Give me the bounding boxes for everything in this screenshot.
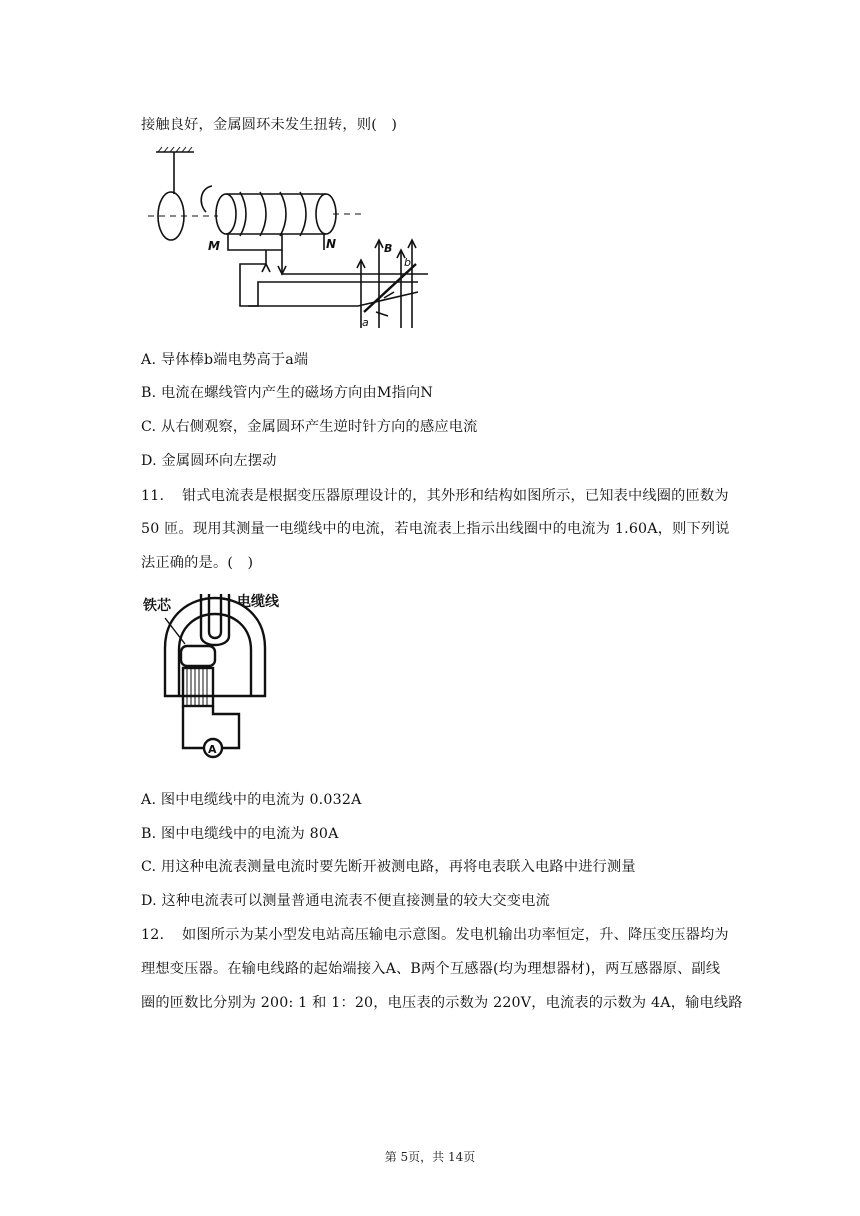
q12-number: 12.	[141, 927, 165, 943]
q11-figure	[143, 588, 285, 768]
label-M: M	[208, 239, 220, 253]
q12-stem-line-2: 理想变压器。在输电线路的起始端接入A、B两个互感器(均为理想器材)，两互感器原、副线	[141, 961, 721, 977]
q10-option-d: D. 金属圆环向左摆动	[141, 453, 277, 469]
q10-option-a: A. 导体棒b端电势高于a端	[141, 352, 309, 368]
q12-stem-line-1: 12. 如图所示为某小型发电站高压输电示意图。发电机输出功率恒定，升、降压变压器均为	[141, 927, 729, 943]
ammeter-symbol: A	[208, 743, 217, 756]
q11-number: 11.	[141, 488, 165, 504]
q11-option-a: A. 图中电缆线中的电流为 0.032A	[141, 792, 362, 808]
label-N: N	[326, 237, 337, 251]
label-b: b	[404, 256, 411, 269]
q10-figure	[148, 146, 440, 332]
q12-stem-line-3: 圈的匝数比分别为 200: 1 和 1：20，电压表的示数为 220V，电流表的示数为 4A，输电线路	[141, 995, 743, 1011]
q11-stem-line-2: 50 匝。现用其测量一电缆线中的电流，若电流表上指示出线圈中的电流为 1.60A，则下列说	[141, 521, 730, 537]
q11-option-b: B. 图中电缆线中的电流为 80A	[141, 826, 339, 842]
q11-option-c: C. 用这种电流表测量电流时要先断开被测电路，再将电表联入电路中进行测量	[141, 859, 636, 875]
label-a: a	[362, 316, 369, 329]
q10-option-c: C. 从右侧观察，金属圆环产生逆时针方向的感应电流	[141, 419, 478, 435]
label-cable: 电缆线	[237, 594, 279, 610]
label-B: B	[384, 242, 393, 255]
q11-stem-line-1: 11. 钳式电流表是根据变压器原理设计的，其外形和结构如图所示，已知表中线圈的匝数为	[141, 488, 729, 504]
q10-option-b: B. 电流在螺线管内产生的磁场方向由M指向N	[141, 385, 433, 401]
label-iron-core: 铁芯	[143, 598, 171, 614]
q11-stem-line-3: 法正确的是。( )	[141, 555, 254, 571]
q11-option-d: D. 这种电流表可以测量普通电流表不便直接测量的较大交变电流	[141, 893, 550, 909]
q10-stem-end: 接触良好，金属圆环未发生扭转，则( )	[141, 117, 398, 133]
page-footer: 第 5页，共 14页	[384, 1150, 476, 1164]
